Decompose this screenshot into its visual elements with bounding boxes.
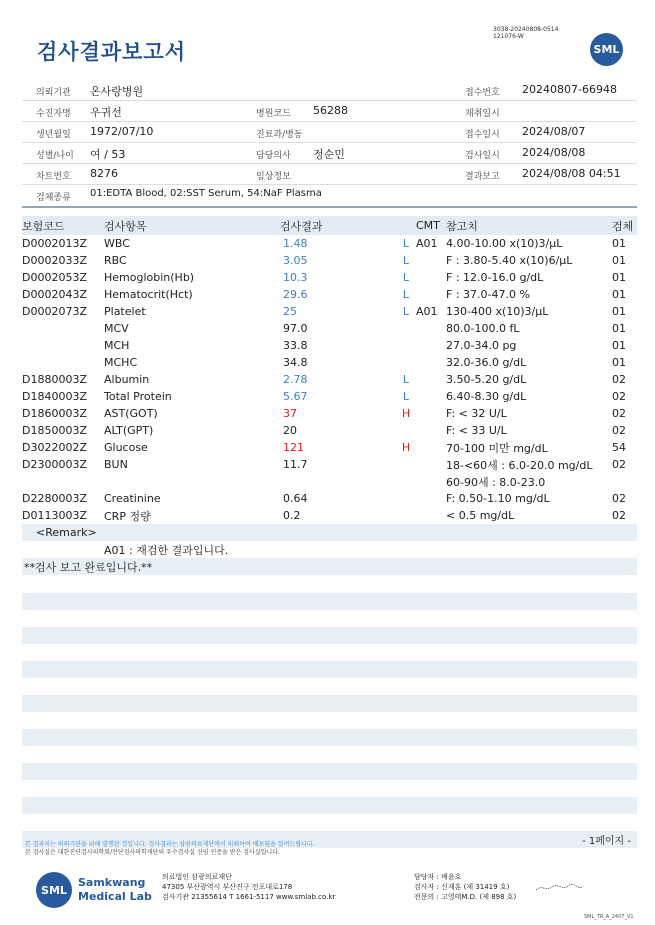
cell-item: AST(GOT) xyxy=(104,407,158,420)
cell-item: ALT(GPT) xyxy=(104,424,154,437)
cell-item: MCV xyxy=(104,322,129,335)
cell-cmt xyxy=(416,473,446,490)
footer-brand xyxy=(78,876,152,904)
label-receipt-date: 접수일시 xyxy=(465,130,500,140)
footer-logo xyxy=(36,872,72,908)
disclaimer xyxy=(25,841,315,857)
complete-text-text: **검사 보고 완료입니다.** xyxy=(22,558,637,575)
info-row-1 xyxy=(22,79,637,101)
results-body xyxy=(22,235,637,575)
cell-flag: L xyxy=(402,237,410,250)
cell-cmt xyxy=(416,320,446,337)
cell-result: 97.0 xyxy=(283,322,308,335)
label-birth-date: 생년월일 xyxy=(36,130,71,140)
label-specimen-type: 검체종류 xyxy=(36,193,71,203)
cell-flag xyxy=(396,337,416,354)
cell-flag xyxy=(396,354,416,371)
header-item: 검사항목 xyxy=(104,216,280,235)
cell-flag xyxy=(396,456,416,473)
cell-flag: L xyxy=(402,390,410,403)
cell-ref: 60-90세 : 8.0-23.0 xyxy=(446,475,546,489)
cell-result: 37 xyxy=(283,407,297,420)
complete-text xyxy=(22,558,637,575)
sml-logo xyxy=(590,33,623,66)
form-code: SML_TR_A_2407_V1 xyxy=(584,914,634,920)
cell-cmt xyxy=(416,252,446,269)
cell-ref: 130-400 x(10)3/μL xyxy=(446,305,549,318)
cell-flag: L xyxy=(402,271,410,284)
header-ref: 참고치 xyxy=(446,216,612,235)
remark-text-text: A01 : 재검한 결과입니다. xyxy=(104,543,229,557)
cell-flag: H xyxy=(401,441,411,454)
cell-ref: F : 3.80-5.40 x(10)6/μL xyxy=(446,254,573,267)
cell-ref: F: 0.50-1.10 mg/dL xyxy=(446,492,550,505)
page-number: - 1페이지 - xyxy=(582,836,631,847)
label-department: 진료과/병동 xyxy=(256,130,303,140)
cell-cmt: A01 xyxy=(416,237,438,250)
value-report-date: 2024/08/08 04:51 xyxy=(522,167,621,180)
cell-result: 3.05 xyxy=(283,254,308,267)
doc-id-line-1: 3038-20240808-0514 xyxy=(493,26,559,33)
cell-ref: F: < 33 U/L xyxy=(446,424,507,437)
disclaimer-line-2: 본 검사실은 대한진단검사의학회/진단검사의학재단의 우수검사실 신임 인증을 받은 검사실입니다. xyxy=(25,849,280,856)
label-test-date: 검사일시 xyxy=(465,151,500,161)
info-row-6 xyxy=(22,184,637,208)
cell-result: 34.8 xyxy=(283,356,308,369)
cell-item: WBC xyxy=(104,237,130,250)
cell-cmt xyxy=(416,388,446,405)
value-doctor: 정순민 xyxy=(313,148,345,161)
cell-code: D0002073Z xyxy=(22,305,87,318)
blank-line xyxy=(22,797,637,814)
cell-spec: 01 xyxy=(612,305,626,318)
cell-result: 29.6 xyxy=(283,288,308,301)
cell-result: 33.8 xyxy=(283,339,308,352)
blank-line xyxy=(22,661,637,678)
org-name: 의료법인 삼광의료재단 xyxy=(162,873,232,881)
cell-result: 20 xyxy=(283,424,297,437)
blank-line xyxy=(22,695,637,712)
cell-code: D3022002Z xyxy=(22,441,87,454)
info-row-5 xyxy=(22,163,637,185)
cell-ref: F: < 32 U/L xyxy=(446,407,507,420)
value-patient-name: 우귀선 xyxy=(90,106,122,119)
cell-cmt xyxy=(416,439,446,456)
cell-flag xyxy=(396,507,416,524)
cell-spec: 02 xyxy=(612,492,626,505)
cell-item: Hemoglobin(Hb) xyxy=(104,271,195,284)
remark-text xyxy=(22,541,637,558)
cell-code: D0002033Z xyxy=(22,254,87,267)
cell-item: MCH xyxy=(104,339,130,352)
cell-flag xyxy=(396,473,416,490)
cell-cmt xyxy=(416,286,446,303)
label-collection-date: 채취일시 xyxy=(465,109,500,119)
value-chart-no: 8276 xyxy=(90,167,118,180)
cell-ref: 4.00-10.00 x(10)3/μL xyxy=(446,237,563,250)
cell-code: D0002013Z xyxy=(22,237,87,250)
cell-flag xyxy=(396,320,416,337)
cell-item: CRP 정량 xyxy=(104,509,151,523)
cell-spec: 01 xyxy=(612,237,626,250)
cell-code: D1850003Z xyxy=(22,424,87,437)
signature-icon xyxy=(534,882,584,894)
cell-spec: 02 xyxy=(612,509,626,522)
remark-label xyxy=(22,524,637,541)
cell-spec: 01 xyxy=(612,288,626,301)
cell-cmt xyxy=(416,337,446,354)
cell-cmt: A01 xyxy=(416,305,438,318)
cell-ref: 32.0-36.0 g/dL xyxy=(446,356,527,369)
cell-flag xyxy=(396,422,416,439)
footer-logo-text: SML xyxy=(41,883,67,897)
label-receipt-no: 접수번호 xyxy=(465,88,500,98)
cell-flag: L xyxy=(402,373,410,386)
value-hospital-code: 56288 xyxy=(313,104,348,117)
doc-id-line-2: 121076-W xyxy=(493,33,524,40)
cell-result: 11.7 xyxy=(283,458,308,471)
cell-result: 1.48 xyxy=(283,237,308,250)
cell-spec: 02 xyxy=(612,390,626,403)
cell-ref: F : 37.0-47.0 % xyxy=(446,288,530,301)
cell-ref: F : 12.0-16.0 g/dL xyxy=(446,271,544,284)
label-hospital-code: 병원코드 xyxy=(256,109,291,119)
cell-result: 121 xyxy=(283,441,304,454)
cell-result: 10.3 xyxy=(283,271,308,284)
cell-result xyxy=(280,473,396,490)
cell-item: Platelet xyxy=(104,305,146,318)
header-flag xyxy=(396,216,416,235)
cell-ref: 70-100 미만 mg/dL xyxy=(446,441,548,455)
staff-manager: 담당자 : 배윤호 xyxy=(414,873,462,881)
cell-result: 2.78 xyxy=(283,373,308,386)
cell-cmt xyxy=(416,405,446,422)
label-requesting-org: 의뢰기관 xyxy=(36,88,71,98)
cell-spec: 02 xyxy=(612,407,626,420)
header-code: 보험코드 xyxy=(22,216,104,235)
cell-cmt xyxy=(416,490,446,507)
footer-address xyxy=(162,872,335,902)
cell-cmt xyxy=(416,422,446,439)
header-result: 검사결과 xyxy=(280,216,396,235)
cell-result: 5.67 xyxy=(283,390,308,403)
cell-flag xyxy=(396,490,416,507)
cell-flag: L xyxy=(402,254,410,267)
cell-item: MCHC xyxy=(104,356,138,369)
cell-cmt xyxy=(416,507,446,524)
logo-text: SML xyxy=(593,43,620,56)
value-receipt-date: 2024/08/07 xyxy=(522,125,586,138)
remark-label-text: <Remark> xyxy=(22,524,637,541)
cell-cmt xyxy=(416,456,446,473)
cell-code xyxy=(22,354,104,371)
cell-item: BUN xyxy=(104,458,128,471)
blank-line xyxy=(22,729,637,746)
value-receipt-no: 20240807-66948 xyxy=(522,83,617,96)
cell-result: 0.2 xyxy=(283,509,301,522)
blank-line xyxy=(22,627,637,644)
label-sex-age: 성별/나이 xyxy=(36,151,74,161)
label-doctor: 담당의사 xyxy=(256,151,291,161)
cell-item xyxy=(104,473,280,490)
org-contact: 검사기관 21355614 T 1661-5117 www.smlab.co.kr xyxy=(162,893,336,901)
cell-code: D2300003Z xyxy=(22,458,87,471)
info-row-3 xyxy=(22,121,637,143)
cell-spec: 01 xyxy=(612,271,626,284)
info-row-2 xyxy=(22,100,637,122)
value-sex-age: 여 / 53 xyxy=(90,148,126,161)
cell-cmt xyxy=(416,371,446,388)
cell-item: Hematocrit(Hct) xyxy=(104,288,193,301)
cell-ref: 27.0-34.0 pg xyxy=(446,339,517,352)
cell-ref: 6.40-8.30 g/dL xyxy=(446,390,527,403)
cell-result: 25 xyxy=(283,305,297,318)
info-row-4 xyxy=(22,142,637,164)
value-birth-date: 1972/07/10 xyxy=(90,125,154,138)
cell-item: Glucose xyxy=(104,441,148,454)
label-clinical-info: 임상정보 xyxy=(256,172,291,182)
blank-line xyxy=(22,593,637,610)
label-chart-no: 차트번호 xyxy=(36,172,71,182)
disclaimer-line-1: 본 결과지는 의뢰기관을 위해 발행된 것입니다. 검사결과는 삼광의료재단에서 의뢰하여 배포됨을 알려드립니다. xyxy=(25,841,315,848)
cell-code: D0002043Z xyxy=(22,288,87,301)
cell-spec: 01 xyxy=(612,356,626,369)
cell-flag: L xyxy=(402,305,410,318)
staff-specialist: 전문의 : 고영태M.D. (제 898 호) xyxy=(414,893,517,901)
cell-code: D1860003Z xyxy=(22,407,87,420)
page-title: 검사결과보고서 xyxy=(37,40,187,64)
value-test-date: 2024/08/08 xyxy=(522,146,586,159)
cell-item: Creatinine xyxy=(104,492,161,505)
cell-flag: L xyxy=(402,288,410,301)
cell-code: D0113003Z xyxy=(22,509,87,522)
cell-code: D1880003Z xyxy=(22,373,87,386)
cell-cmt xyxy=(416,354,446,371)
value-specimen-type: 01:EDTA Blood, 02:SST Serum, 54:NaF Plasma xyxy=(90,188,322,199)
value-requesting-org: 온사랑병원 xyxy=(90,85,144,98)
cell-item: Total Protein xyxy=(104,390,172,403)
cell-code: D0002053Z xyxy=(22,271,87,284)
staff-tester: 검사자 : 신재훈 (제 31419 호) xyxy=(414,883,510,891)
cell-spec: 02 xyxy=(612,458,626,471)
cell-code xyxy=(22,473,104,490)
cell-code xyxy=(22,320,104,337)
cell-ref: 18-<60세 : 6.0-20.0 mg/dL xyxy=(446,458,593,472)
cell-spec: 54 xyxy=(612,441,626,454)
cell-ref: 80.0-100.0 fL xyxy=(446,322,520,335)
cell-spec: 01 xyxy=(612,322,626,335)
cell-code: D1840003Z xyxy=(22,390,87,403)
table-header xyxy=(22,216,637,235)
header-spec: 검체 xyxy=(612,216,637,235)
blank-line xyxy=(22,763,637,780)
cell-result: 0.64 xyxy=(283,492,308,505)
cell-item: RBC xyxy=(104,254,127,267)
cell-spec: 02 xyxy=(612,373,626,386)
cell-code xyxy=(22,337,104,354)
header-cmt: CMT xyxy=(416,216,446,235)
cell-item: Albumin xyxy=(104,373,150,386)
cell-code: D2280003Z xyxy=(22,492,87,505)
cell-spec: 01 xyxy=(612,254,626,267)
results-table xyxy=(22,216,637,575)
label-report-date: 결과보고 xyxy=(465,172,500,182)
cell-spec: 02 xyxy=(612,424,626,437)
cell-flag: H xyxy=(401,407,411,420)
doc-id xyxy=(493,26,558,40)
cell-spec xyxy=(612,473,637,490)
cell-spec: 01 xyxy=(612,339,626,352)
label-patient-name: 수진자명 xyxy=(36,109,71,119)
cell-cmt xyxy=(416,269,446,286)
footer-staff xyxy=(414,872,516,902)
brand-line-2: Medical Lab xyxy=(78,890,152,903)
cell-ref: < 0.5 mg/dL xyxy=(446,509,515,522)
brand-line-1: Samkwang xyxy=(78,876,146,889)
org-address: 47305 부산광역시 부산진구 전포대로178 xyxy=(162,883,293,891)
cell-ref: 3.50-5.20 g/dL xyxy=(446,373,527,386)
